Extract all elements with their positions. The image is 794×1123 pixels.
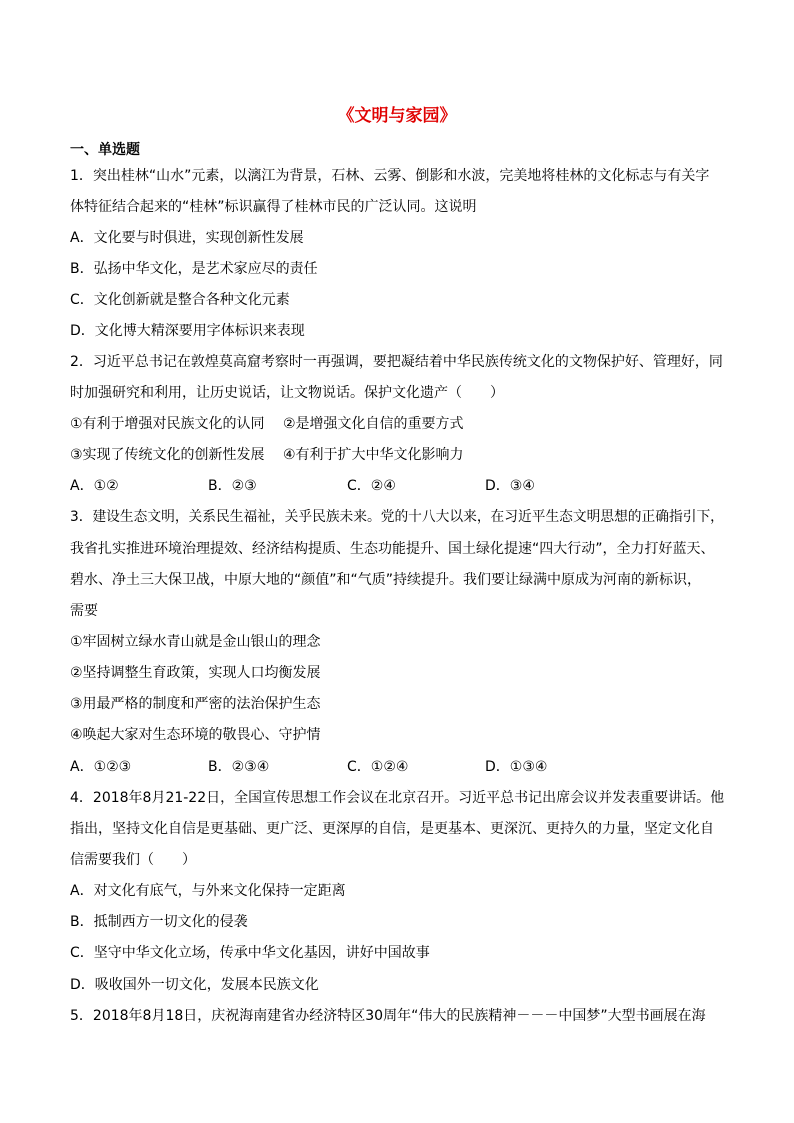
question-2-option-d: D．③④ (485, 478, 535, 494)
question-3-option-c: C．①②④ (347, 759, 409, 775)
question-1-option-d: D．文化博大精深要用字体标识来表现 (70, 323, 305, 339)
question-2-option-c: C．②④ (347, 478, 396, 494)
question-1-option-b: B．弘扬中华文化，是艺术家应尽的责任 (70, 261, 318, 277)
section-heading: 一、单选题 (70, 142, 140, 158)
question-4-stem-line-1: 4．2018年8月21-22日，全国宣传思想工作会议在北京召开。习近平总书记出席会议并发表重要讲话。他 (70, 790, 725, 806)
question-3-stem-line-3: 碧水、净土三大保卫战，中原大地的“颜值”和“气质”持续提升。我们要让绿满中原成为河南的新标识， (70, 572, 702, 588)
question-2-stem-line-1: 2．习近平总书记在敦煌莫高窟考察时一再强调，要把凝结着中华民族传统文化的文物保护好、管理好，同 (70, 354, 723, 370)
question-3-statement-3: ③用最严格的制度和严密的法治保护生态 (70, 696, 321, 712)
question-3-statement-4: ④唤起大家对生态环境的敬畏心、守护情 (70, 727, 321, 743)
question-4-option-d: D．吸收国外一切文化，发展本民族文化 (70, 977, 319, 993)
question-4-option-b: B．抵制西方一切文化的侵袭 (70, 914, 248, 930)
question-2-option-b: B．②③ (208, 478, 257, 494)
question-1-option-a: A．文化要与时俱进，实现创新性发展 (70, 230, 304, 246)
question-3-statement-2: ②坚持调整生育政策，实现人口均衡发展 (70, 665, 321, 681)
question-2-statements-3-4: ③实现了传统文化的创新性发展 ④有利于扩大中华文化影响力 (70, 447, 464, 463)
question-3-stem-line-4: 需要 (70, 603, 98, 619)
question-1-option-c: C．文化创新就是整合各种文化元素 (70, 292, 290, 308)
question-3-option-b: B．②③④ (208, 759, 270, 775)
question-4-option-c: C．坚守中华文化立场，传承中华文化基因，讲好中国故事 (70, 945, 430, 961)
question-1-stem-line-1: 1．突出桂林“山水”元素，以漓江为背景，石林、云雾、倒影和水波，完美地将桂林的文化标志与有关字 (70, 168, 710, 184)
question-3-option-a: A．①②③ (70, 759, 132, 775)
question-2-option-a: A．①② (70, 478, 119, 494)
question-2-stem-line-2: 时加强研究和利用，让历史说话，让文物说话。保护文化遗产（ ） (70, 385, 504, 401)
question-4-stem-line-2: 指出，坚持文化自信是更基础、更广泛、更深厚的自信，是更基本、更深沉、更持久的力量，坚定文化自 (70, 821, 714, 837)
question-4-stem-line-3: 信需要我们（ ） (70, 852, 196, 868)
question-2-statements-1-2: ①有利于增强对民族文化的认同 ②是增强文化自信的重要方式 (70, 416, 464, 432)
question-5-stem-line-1: 5．2018年8月18日，庆祝海南建省办经济特区30周年“伟大的民族精神－－－中国梦”大型书画展在海 (70, 1008, 706, 1024)
question-3-stem-line-1: 3．建设生态文明，关系民生福祉，关乎民族未来。党的十八大以来，在习近平生态文明思想的正确指引下， (70, 509, 724, 525)
question-1-stem-line-2: 体特征结合起来的“桂林”标识赢得了桂林市民的广泛认同。这说明 (70, 199, 477, 215)
document-title: 《文明与家园》 (337, 106, 457, 126)
question-3-stem-line-2: 我省扎实推进环境治理提效、经济结构提质、生态功能提升、国土绿化提速“四大行动”，全力打好蓝天、 (70, 541, 715, 557)
question-3-option-d: D．①③④ (485, 759, 548, 775)
question-4-option-a: A．对文化有底气，与外来文化保持一定距离 (70, 883, 346, 899)
question-3-statement-1: ①牢固树立绿水青山就是金山银山的理念 (70, 634, 321, 650)
